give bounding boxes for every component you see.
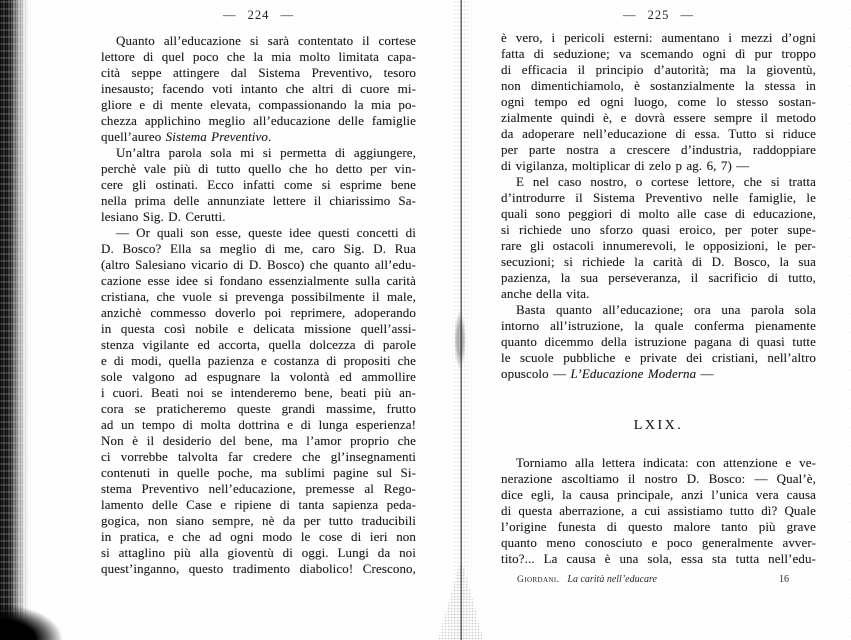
text-line: fatta di seduzione; va scemando ogni dì pur troppo <box>501 46 816 61</box>
text-line: tito?... La causa è una sola, essa sta tutta nell’edu- <box>501 551 816 566</box>
text-line: Un’altra parola sola mi si permetta di aggiungere, <box>116 145 416 160</box>
text-line: cora se praticheremo queste grandi massime, frutto <box>101 401 416 416</box>
text-line: quest’inganno, questo tradimento diabolico! Crescono, <box>101 561 416 576</box>
footer-citation <box>517 569 657 587</box>
text-line: zialmente quindi è, e dovrà essere sempre il metodo <box>501 110 816 125</box>
text-line: cazione esse idee si fondano essenzialmente sulla carità <box>101 273 416 288</box>
text-line: ogni tempo ed ogni luogo, come lo stesso sostan- <box>501 94 816 109</box>
text-line: rare gli ostacoli innumerevoli, le opposizioni, le per- <box>501 238 816 253</box>
page-number-left: — 224 — <box>223 8 294 22</box>
text-line: inesausto; facendo voti intanto che altri di cuore mi- <box>101 81 416 96</box>
text-line: di vigilanza, moltiplicar di zelo p ag. 6, 7) — <box>501 158 750 173</box>
text-line: intorno all’istruzione, la quale conferma pienamente <box>501 318 816 333</box>
text-line: nella prima delle annunziate lettere il chiarissimo Sa- <box>101 193 416 208</box>
text-line: i cuori. Beati noi se intenderemo bene, beati più an- <box>101 385 416 400</box>
page-gutter-flare <box>438 565 484 640</box>
text-line: (altro Salesiano vicario di D. Bosco) che quanto all’edu- <box>101 257 416 272</box>
footer-signature-number: 16 <box>779 574 789 585</box>
page-gutter-smudge <box>452 300 468 380</box>
text-line: Basta quanto all’educazione; ora una parola sola <box>516 302 816 317</box>
text-line: opuscolo — L’Educazione Moderna — <box>501 366 714 381</box>
text-line: anzichè commesso doverlo poi reprimere, adoperando <box>101 305 416 320</box>
section-heading: LXIX. <box>633 418 684 433</box>
text-line: l’origine funesta di questo malore tanto più grave <box>501 519 816 534</box>
text-line: anche della vita. <box>501 286 590 301</box>
text-line: D. Bosco? Ella sa meglio di me, caro Sig. D. Rua <box>101 241 416 256</box>
text-line: — Or quali son esse, queste idee questi concetti di <box>116 225 416 240</box>
text-line: quali sono peggiori di molto alle case di educazione, <box>501 206 816 221</box>
left-page <box>101 8 416 577</box>
text-line: Quanto all’educazione si sarà contentato il cortese <box>116 33 416 48</box>
text-line: d’introdurre il Sistema Preventivo nelle famiglie, le <box>501 190 816 205</box>
text-line: ad un tempo di molta dottrina e di lunga esperienza! <box>101 417 416 432</box>
text-line: è vero, i pericoli esterni: aumentano i mezzi d’ogni <box>501 30 816 45</box>
text-line: stenza vigilante ed accorta, quella dolcezza di parole <box>101 337 416 352</box>
text-line: quell’aureo Sistema Preventivo. <box>101 129 272 144</box>
text-line: gliore e di mente elevata, compassionando la mia po- <box>101 97 416 112</box>
text-line: in pratica, e che ad ogni modo le cose di ieri non <box>101 529 416 544</box>
right-page <box>501 8 816 587</box>
text-line: da adoperare nell’educazione di essa. Tutto si riduce <box>501 126 816 141</box>
text-line: perchè vale più di tutto quello che ho detto per vin- <box>101 161 416 176</box>
text-line: non dimentichiamolo, è sostanzialmente la stessa in <box>501 78 816 93</box>
text-line: si richiede uno sforzo quasi eroico, per poter supe- <box>501 222 816 237</box>
text-line: cità seppe attingere dal Sistema Preventivo, tesoro <box>101 65 416 80</box>
text-line: sole valgono ad espugnare la volontà ed ammollire <box>101 369 416 384</box>
footer-work-title: La carità nell’educare <box>567 574 657 585</box>
text-line: quanto meno conosciuto e poco generalmente avver- <box>501 535 816 550</box>
text-line: nerazione ascoltiamo il nostro D. Bosco: — Qual’è, <box>501 471 816 486</box>
text-line: contenuti in quelle poche, ma sublimi pagine sul Si- <box>101 465 416 480</box>
text-line: quanto dicemmo della istruzione pagana di quasi tutte <box>501 334 816 349</box>
text-line: secuzioni; si richiede la carità di D. Bosco, la sua <box>501 254 816 269</box>
text-line: cere gli ostinati. Ecco infatti come si esprime bene <box>101 177 416 192</box>
text-line: di questa aberrazione, a cui assistiamo tutto dì? Quale <box>501 503 816 518</box>
text-line: per parte nostra a crescere d’industria, raddoppiare <box>501 142 816 157</box>
text-line: in questa così nobile e delicata missione quell’assi- <box>101 321 416 336</box>
running-footer <box>501 569 816 587</box>
text-line: Non è il desiderio del bene, ma l’amor proprio che <box>101 433 416 448</box>
text-line: le scuole pubbliche e private dei cristiani, nell’altro <box>501 350 816 365</box>
text-line: di efficacia il principio d’autorità; ma la gioventù, <box>501 62 816 77</box>
text-line: ci vorrebbe talvolta far credere che gl’insegnamenti <box>101 449 416 464</box>
book-binding-edge <box>0 0 32 640</box>
text-line: si attaglino più alla gioventù di oggi. Lungi da noi <box>101 545 416 560</box>
text-line: lettore di quel poco che la mia molto limitata capa- <box>101 49 416 64</box>
text-line: e di modi, quella pazienza e costanza di propositi che <box>101 353 416 368</box>
page-number-right: — 225 — <box>623 8 694 22</box>
text-line: stema Preventivo nell’educazione, premesse al Rego- <box>101 481 416 496</box>
left-page-text <box>101 33 416 577</box>
text-line: cristiana, che vuole si prevenga possibilmente il male, <box>101 289 416 304</box>
text-line: dice egli, la causa principale, anzi l’unica vera causa <box>501 487 816 502</box>
scan-corner-shadow <box>0 588 88 640</box>
text-line: lamento delle Case e ripiene di tanta sapienza peda- <box>101 497 416 512</box>
text-line: gogica, non siano sempre, nè da per tutto traducibili <box>101 513 416 528</box>
text-line: chezza applichino meglio all’educazione delle famiglie <box>101 113 416 128</box>
right-page-text-block1 <box>501 30 816 382</box>
text-line: pazienza, la sua perseveranza, il sacrificio di tutto, <box>501 270 816 285</box>
footer-author: Giordani. <box>517 575 560 585</box>
text-line: Torniamo alla lettera indicata: con attenzione e ve- <box>516 455 816 470</box>
text-line: E nel caso nostro, o cortese lettore, che si tratta <box>516 174 816 189</box>
text-line: lesiano Sig. D. Cerutti. <box>101 209 226 224</box>
right-page-text-block2 <box>501 455 816 567</box>
